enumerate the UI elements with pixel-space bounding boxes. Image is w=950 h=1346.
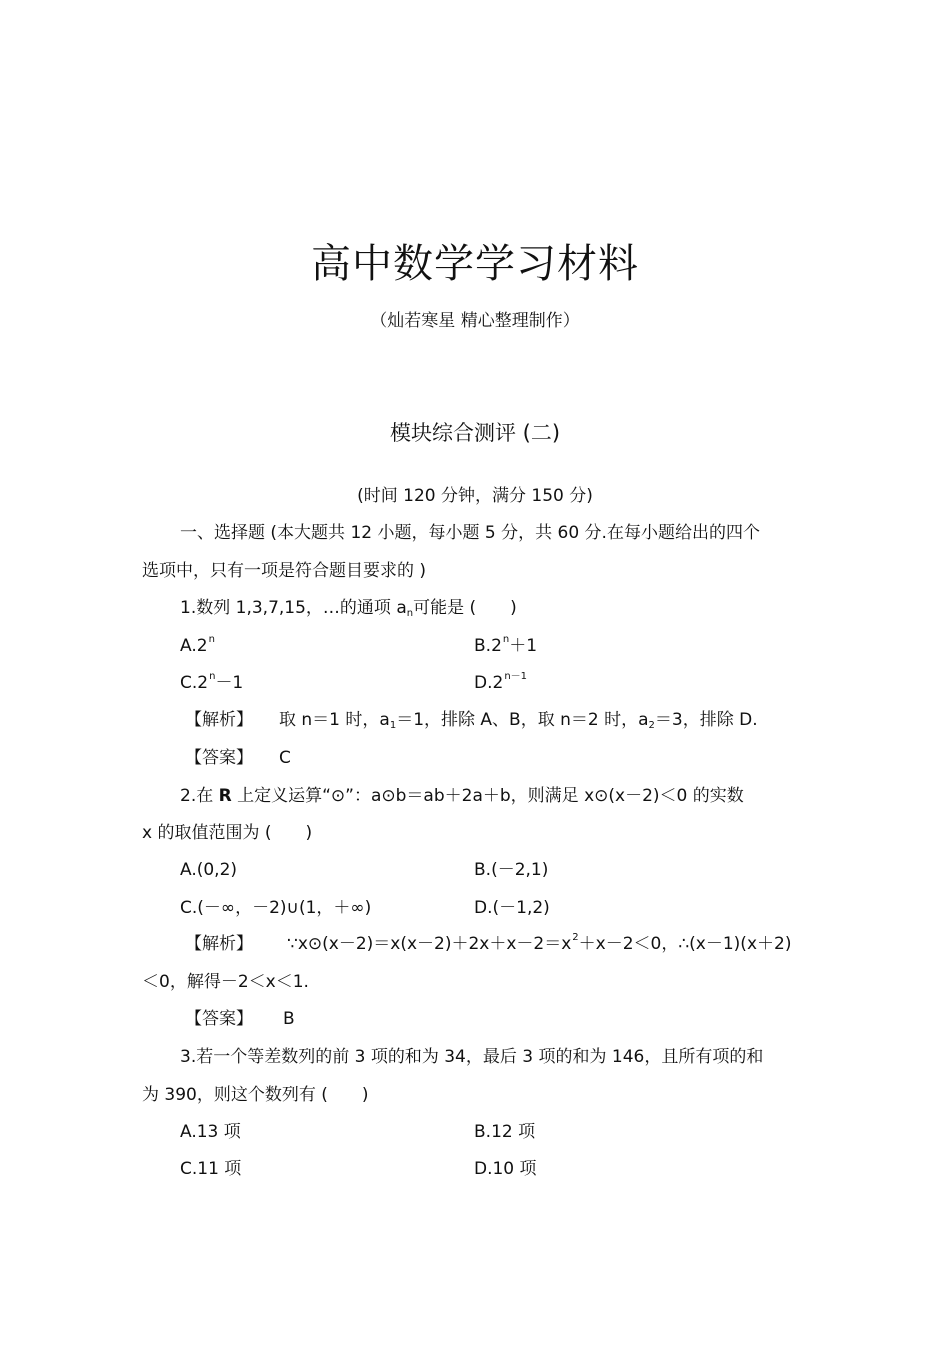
- q3-stem-line2: 为 390，则这个数列有 ( ): [142, 1085, 369, 1105]
- q1-option-c-tail: －1: [215, 673, 244, 693]
- section-title: 模块综合测评 (二): [389, 421, 561, 445]
- q1-option-c: [180, 671, 243, 698]
- part1-intro-line2: 选项中，只有一项是符合题目要求的 ): [142, 561, 427, 581]
- q1-answer-value: C: [279, 748, 291, 768]
- q2-stem-line1: [180, 784, 744, 808]
- q1-option-c-exponent: n: [209, 671, 216, 682]
- q2-answer-label: 【答案】: [185, 1009, 253, 1029]
- time-note: (时间 120 分钟，满分 150 分): [357, 486, 593, 506]
- document-title: 高中数学学习材料: [311, 241, 639, 287]
- q2-option-c: C.(－∞，－2)∪(1，＋∞): [180, 898, 372, 918]
- q3-option-c: C.11 项: [180, 1159, 242, 1179]
- q3-option-d: D.10 项: [474, 1159, 537, 1179]
- q1-analysis-text3: ＝3，排除 D.: [654, 710, 758, 730]
- q2-stem-text: 2.在: [180, 786, 219, 806]
- q1-option-a-exponent: n: [208, 634, 215, 645]
- q1-analysis-sub2: 2: [648, 720, 655, 731]
- document-subtitle: （灿若寒星 精心整理制作）: [370, 311, 580, 331]
- q1-option-b: [474, 634, 537, 661]
- q1-answer-label: 【答案】: [185, 748, 253, 768]
- q2-analysis-exponent: 2: [572, 932, 579, 943]
- q1-stem: [180, 596, 517, 623]
- q3-stem-line1: 3.若一个等差数列的前 3 项的和为 34，最后 3 项的和为 146，且所有项的和: [180, 1047, 764, 1067]
- q1-option-a: [180, 634, 215, 661]
- q1-option-a-text: A.2: [180, 636, 208, 656]
- q1-option-b-tail: ＋1: [509, 636, 538, 656]
- q1-stem-tail: 可能是 ( ): [413, 598, 517, 618]
- q1-stem-text: 1.数列 1,3,7,15，…的通项 a: [180, 598, 407, 618]
- q1-option-d: [474, 671, 527, 698]
- q1-option-d-exponent: n－1: [504, 671, 528, 682]
- q1-analysis-text2: ＝1，排除 A、B，取 n＝2 时，a: [396, 710, 649, 730]
- q2-analysis-line2: ＜0，解得－2＜x＜1.: [142, 972, 309, 992]
- q2-option-d: D.(－1,2): [474, 898, 550, 918]
- q2-analysis-text: ∵x⊙(x－2)＝x(x－2)＋2x＋x－2＝x: [287, 934, 572, 954]
- q1-stem-subscript: n: [406, 608, 414, 619]
- q3-option-a: A.13 项: [180, 1122, 241, 1142]
- q1-answer: [185, 746, 291, 770]
- q3-option-b: B.12 项: [474, 1122, 536, 1142]
- q2-analysis-tail: ＋x－2＜0，∴(x－1)(x＋2): [578, 934, 792, 954]
- q1-option-c-text: C.2: [180, 673, 209, 693]
- q1-analysis-text: 取 n＝1 时，a: [279, 710, 390, 730]
- q2-option-b: B.(－2,1): [474, 860, 549, 880]
- q2-stem-line2: x 的取值范围为 ( ): [142, 823, 313, 843]
- q1-option-d-text: D.2: [474, 673, 504, 693]
- q1-analysis-sub1: 1: [389, 720, 397, 731]
- q2-stem-tail: 上定义运算“⊙”：a⊙b＝ab＋2a＋b，则满足 x⊙(x－2)＜0 的实数: [231, 786, 744, 806]
- q2-answer: [185, 1007, 295, 1031]
- q1-option-b-exponent: n: [502, 634, 510, 645]
- q2-analysis-line1: [185, 932, 791, 959]
- q2-answer-value: B: [283, 1009, 295, 1029]
- q2-stem-real-set: R: [218, 786, 232, 806]
- q1-analysis-label: 【解析】: [185, 710, 253, 730]
- part1-intro-line1: 一、选择题 (本大题共 12 小题，每小题 5 分，共 60 分.在每小题给出的四个: [180, 523, 760, 543]
- q2-analysis-label: 【解析】: [185, 934, 253, 954]
- q1-option-b-text: B.2: [474, 636, 502, 656]
- q2-option-a: A.(0,2): [180, 860, 238, 880]
- q1-analysis: [185, 708, 758, 735]
